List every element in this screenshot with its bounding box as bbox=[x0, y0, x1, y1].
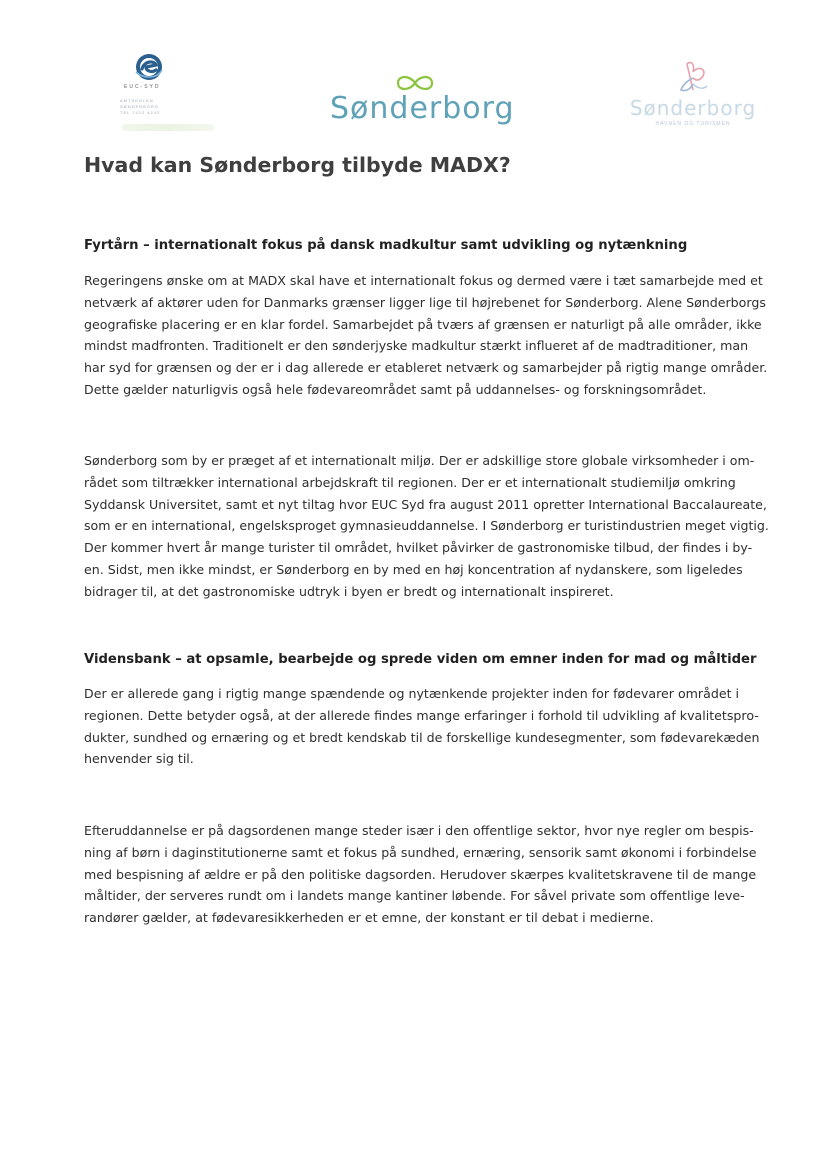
text-line: netværk af aktører uden for Danmarks grænser ligger lige til højrebenet for Sønderborg. Alene Sønderborgs bbox=[84, 294, 766, 310]
text-line: Efteruddannelse er på dagsordenen mange steder især i den offentlige sektor, hvor nye regler om bespis- bbox=[84, 823, 754, 838]
text-line: måltider, der serveres rundt om i landets mange kantiner løbende. For såvel private som offentlige leve- bbox=[84, 888, 745, 904]
text-line: en. Sidst, men ikke mindst, er Sønderborg en by med en høj koncentration af nydanskere, som ligeledes bbox=[84, 561, 743, 577]
section-heading-fyrtaarn bbox=[84, 236, 764, 256]
paragraph-regeringens bbox=[84, 270, 768, 401]
text-line: som er en international, engelsksproget gymnasieuddannelse. I Sønderborg er turistindustrien meget vigtig. bbox=[84, 518, 769, 534]
paragraph-sonderborg-by bbox=[84, 450, 769, 603]
euc-syd-logo-line: TEL 7412 4242 bbox=[120, 110, 161, 115]
sonderborg-tourism-wordmark: Sønderborg bbox=[629, 96, 757, 120]
euc-syd-logo bbox=[112, 48, 222, 138]
text-line: regionen. Dette betyder også, at der allerede findes mange erfaringer i forhold til udvikling af kvalitetspro- bbox=[84, 707, 759, 723]
sonderborg-wordmark: Sønderborg bbox=[330, 91, 515, 126]
text-line: bidrager til, at det gastronomiske udtryk i byen er bredt og internationalt inspireret. bbox=[84, 583, 614, 599]
euc-syd-logo-name: EUC-SYD bbox=[124, 84, 161, 90]
paragraph bbox=[84, 450, 769, 603]
text-line: ning af børn i daginstitutionerne samt et fokus på sundhed, ernæring, sensorik samt økonomi i forbindelse bbox=[84, 844, 757, 860]
paragraph-efteruddannelse bbox=[84, 820, 764, 929]
paragraph bbox=[84, 683, 764, 770]
text-line: Regeringens ønske om at MADX skal have et internationalt fokus og dermed være i tæt samarbejde med et bbox=[84, 273, 763, 288]
sonderborg-tourism-logo bbox=[628, 58, 758, 138]
text-line: med bespisning af ældre er på den politiske dagsorden. Herudover skærpes kvalitetskravene til de mange bbox=[84, 866, 757, 882]
text-line: randører gælder, at fødevaresikkerheden er et emne, der konstant er til debat i medierne. bbox=[84, 910, 654, 926]
text-line: henvender sig til. bbox=[84, 751, 194, 767]
text-line: mindst madfronten. Traditionelt er den sønderjyske madkultur stærkt influeret af de madtraditioner, man bbox=[84, 338, 749, 354]
euc-syd-emblem-icon bbox=[134, 52, 164, 82]
section-heading-vidensbank bbox=[84, 650, 764, 670]
butterfly-icon bbox=[673, 58, 713, 96]
text-line: geografiske placering er en klar fordel. Samarbejdet på tværs af grænsen er naturligt på alle områder, ikke bbox=[84, 316, 762, 332]
text-line: Syddansk Universitet, samt et nyt tiltag hvor EUC Syd fra august 2011 opretter International Baccalaureate, bbox=[84, 496, 767, 512]
euc-syd-logo-line: AMTSKOLEN bbox=[120, 98, 154, 103]
paragraph bbox=[84, 820, 764, 929]
sonderborg-logo bbox=[330, 72, 515, 138]
logo-smudge bbox=[122, 124, 214, 131]
text-line: Sønderborg som by er præget af et internationalt miljø. Der er adskillige store globale virksomheder i om- bbox=[84, 453, 755, 468]
page-title: Hvad kan Sønderborg tilbyde MADX? bbox=[84, 153, 511, 177]
euc-syd-logo-line: SØNDERBORG bbox=[120, 104, 159, 109]
text-line: rådet som tiltrækker international arbejdskraft til regionen. Der er et internationalt studiemiljø omkring bbox=[84, 474, 736, 490]
sonderborg-tourism-tagline: HAVNEN OG TURISMEN bbox=[655, 121, 731, 127]
text-line: Dette gælder naturligvis også hele fødevareområdet samt på uddannelses- og forskningsområdet. bbox=[84, 381, 707, 397]
section-heading: Fyrtårn – internationalt fokus på dansk madkultur samt udvikling og nytænkning bbox=[84, 238, 688, 253]
text-line: Der kommer hvert år mange turister til området, hvilket påvirker de gastronomiske tilbud, der findes i by- bbox=[84, 540, 753, 556]
text-line: har syd for grænsen og der er i dag allerede er etableret netværk og samarbejder på rigtig mange områder. bbox=[84, 360, 768, 376]
paragraph-projekter bbox=[84, 683, 764, 770]
text-line: dukter, sundhed og ernæring og et bredt kendskab til de forskellige kundesegmenter, som fødevarekæden bbox=[84, 729, 760, 745]
section-heading: Vidensbank – at opsamle, bearbejde og sprede viden om emner inden for mad og måltider bbox=[84, 652, 757, 667]
text-line: Der er allerede gang i rigtig mange spændende og nytænkende projekter inden for fødevarer området i bbox=[84, 686, 740, 701]
paragraph bbox=[84, 270, 768, 401]
